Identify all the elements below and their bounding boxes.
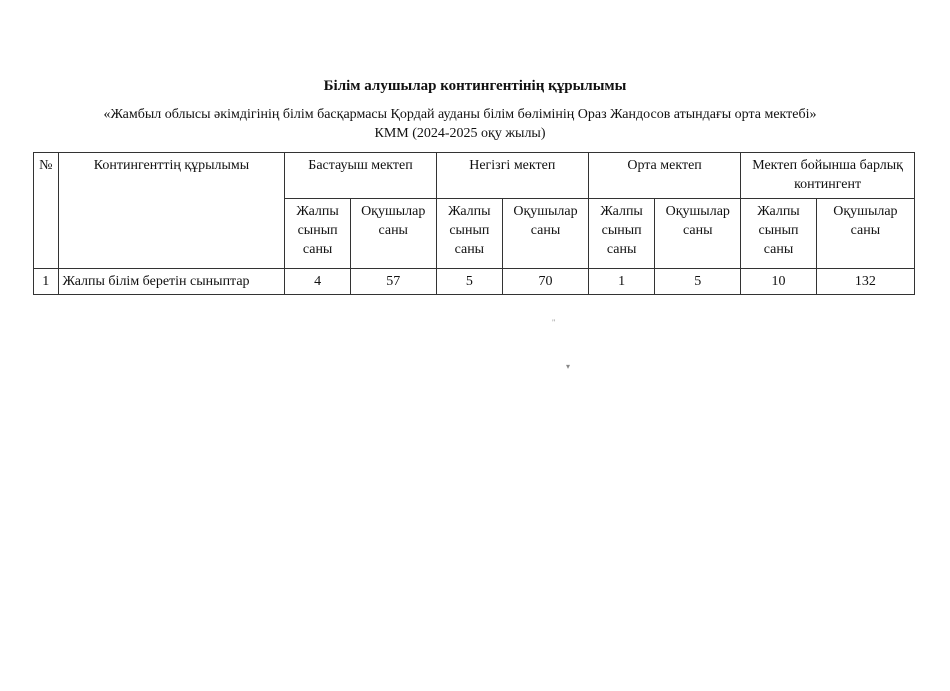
header-primary-classes: Жалпы сынып саны xyxy=(285,199,350,269)
row-name: Жалпы білім беретін сыныптар xyxy=(58,269,285,295)
cell-basic-students: 70 xyxy=(503,269,589,295)
header-row-1 xyxy=(34,153,915,199)
header-structure: Контингенттің құрылымы xyxy=(58,153,285,269)
header-total-students: Оқушылар саны xyxy=(816,199,914,269)
header-total-contingent: Мектеп бойынша барлық контингент xyxy=(741,153,915,199)
cell-secondary-students: 5 xyxy=(655,269,741,295)
row-number: 1 xyxy=(34,269,59,295)
header-secondary-school: Орта мектеп xyxy=(588,153,740,199)
cell-total-students: 132 xyxy=(816,269,914,295)
header-primary-students: Оқушылар саны xyxy=(350,199,436,269)
document-title: Білім алушылар контингентінің құрылымы xyxy=(323,78,627,94)
header-primary-school: Бастауыш мектеп xyxy=(285,153,436,199)
cell-secondary-classes: 1 xyxy=(588,269,654,295)
header-secondary-classes: Жалпы сынып саны xyxy=(588,199,654,269)
document-subtitle xyxy=(0,105,920,143)
header-basic-students: Оқушылар саны xyxy=(503,199,589,269)
contingent-table xyxy=(33,152,915,295)
cell-total-classes: 10 xyxy=(741,269,817,295)
header-number: № xyxy=(34,153,59,269)
table-row xyxy=(34,269,915,295)
scan-speck: " xyxy=(552,318,556,327)
header-basic-classes: Жалпы сынып саны xyxy=(436,199,502,269)
header-total-classes: Жалпы сынып саны xyxy=(741,199,817,269)
subtitle-line-2: КММ (2024-2025 оқу жылы) xyxy=(374,126,546,141)
cell-primary-classes: 4 xyxy=(285,269,350,295)
scan-speck: ▾ xyxy=(566,362,571,371)
cell-primary-students: 57 xyxy=(350,269,436,295)
cell-basic-classes: 5 xyxy=(436,269,502,295)
header-secondary-students: Оқушылар саны xyxy=(655,199,741,269)
subtitle-line-1: «Жамбыл облысы әкімдігінің білім басқармасы Қордай ауданы білім бөлімінің Ораз Жандосов атындағы орта мектебі» xyxy=(103,107,817,122)
header-basic-school: Негізгі мектеп xyxy=(436,153,588,199)
